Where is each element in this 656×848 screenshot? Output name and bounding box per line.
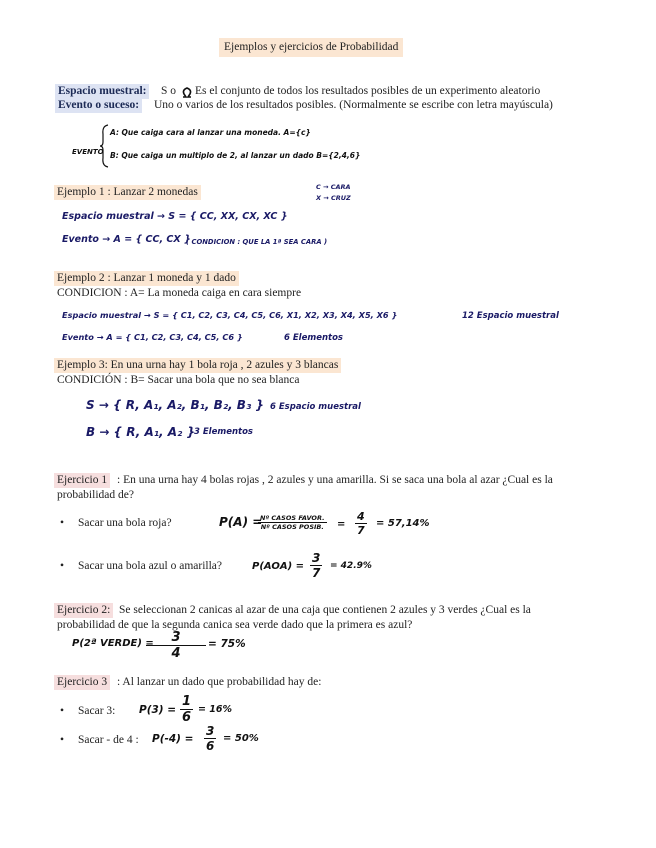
sample-space-definition: Es el conjunto de todos los resultados posibles de un experimento aleatorio [195,85,541,97]
ejercicio2-header: Ejercicio 2: [54,603,113,618]
ejercicio3-item2-fraction [204,724,216,753]
ejemplo3-event-note: 3 Elementos [194,427,253,437]
bullet: • [60,517,65,529]
fraction-denominator: 4 [171,646,181,661]
ejercicio1-item2-fraction [310,551,322,580]
ejercicio3-header: Ejercicio 3 [54,675,110,690]
ejercicio2-result: = 75% [208,638,246,650]
ejercicio3-item1-result: = 16% [198,704,233,715]
fraction-denominator: 6 [182,710,192,725]
fraction-denominator: 6 [206,739,215,753]
bullet: • [60,734,65,746]
ejemplo3-event: B → { R, A₁, A₂ } [86,425,196,439]
ejemplo1-header: Ejemplo 1 : Lanzar 2 monedas [54,185,201,200]
ejercicio3-item2-lhs: P(-4) = [152,733,194,745]
bullet: • [60,560,65,572]
ejercicio1-item1: Sacar una bola roja? [78,517,172,529]
fraction-numerator: 3 [206,724,215,738]
ejercicio2-text-line1: Se seleccionan 2 canicas al azar de una caja que contienen 2 azules y 3 verdes ¿Cual es la [119,604,531,616]
ejemplo1-space: Espacio muestral → S = { CC, XX, CX, XC } [62,211,288,222]
ejercicio1-item1-lhs: P(A) = [219,515,263,529]
fraction-numerator: 4 [357,510,365,523]
page-title: Ejemplos y ejercicios de Probabilidad [219,38,403,57]
ejercicio1-text-line1: : En una urna hay 4 bolas rojas , 2 azules y una amarilla. Si se saca una bola al azar ¿Cual es la [117,474,553,486]
fraction-numerator: 3 [312,551,321,565]
fraction-numerator: 1 [182,694,192,709]
ejemplo1-legend-cruz: X → CRUZ [316,194,351,202]
ejemplo2-event-note: 6 Elementos [284,333,343,343]
ejercicio3-item1-lhs: P(3) = [139,704,177,716]
ejemplo1-legend-cara: C → CARA [316,183,351,191]
ejemplo2-condition: CONDICION : A= La moneda caiga en cara siempre [57,287,302,299]
event-note-brace [99,124,109,173]
ejemplo2-event: Evento → A = { C1, C2, C3, C4, C5, C6 } [62,332,243,342]
event-note-word: EVENTO [72,148,104,156]
ejemplo3-space-note: 6 Espacio muestral [270,402,361,412]
event-note-b: B: Que caiga un multiplo de 2, al lanzar un dado B={2,4,6} [110,151,361,160]
ejercicio2-text-line2: probabilidad de que la segunda canica sea verde dado que la primera es azul? [57,619,413,631]
ejercicio1-header: Ejercicio 1 [54,473,110,488]
ejercicio1-item2-result: = 42.9% [330,561,372,571]
fraction-numerator: 3 [146,630,206,646]
ejercicio2-fraction [146,630,206,661]
ejemplo3-header: Ejemplo 3: En una urna hay 1 bola roja , 2 azules y 3 blancas [54,358,341,373]
ejemplo2-space: Espacio muestral → S = { C1, C2, C3, C4, C5, C6, X1, X2, X3, X4, X5, X6 } [62,310,398,320]
ejemplo1-event: Evento → A = { CC, CX } [62,234,191,245]
ejemplo3-condition: CONDICIÓN : B= Sacar una bola que no sea blanca [57,374,300,386]
ejercicio3-item1: Sacar 3: [78,705,116,717]
fraction-denominator: 7 [357,524,365,537]
ejercicio3-text: : Al lanzar un dado que probabilidad hay de: [117,676,322,688]
ejercicio1-item2-lhs: P(AOA) = [252,561,305,572]
ejercicio3-item1-fraction [180,694,193,725]
fraction-denominator: 7 [312,566,321,580]
ejercicio1-item1-result: = 57,14% [376,518,430,529]
ejemplo3-space: S → { R, A₁, A₂, B₁, B₂, B₃ } [86,398,264,412]
ejemplo2-space-note: 12 Espacio muestral [462,311,559,321]
ejercicio1-text-line2: probabilidad de? [57,489,134,501]
sample-space-label: Espacio muestral: [55,84,149,99]
ejercicio1-item1-fraction-text [258,514,327,531]
event-definition: Uno o varios de los resultados posibles. (Normalmente se escribe con letra mayúscula) [154,99,553,111]
bullet: • [60,705,65,717]
ejercicio1-item1-fraction [355,510,367,537]
sample-space-symbol: S o [161,85,177,97]
fraction-numerator: Nº CASOS FAVOR. [260,514,325,522]
ejercicio3-item2: Sacar - de 4 : [78,734,139,746]
event-label: Evento o suceso: [55,98,142,113]
fraction-denominator: Nº CASOS POSIB. [260,523,324,531]
ejercicio2-lhs: P(2ª VERDE) = [72,638,154,649]
ejercicio3-item2-result: = 50% [223,733,259,744]
event-note-a: A: Que caiga cara al lanzar una moneda. A={c} [110,128,311,137]
ejemplo1-event-note: ( CONDICION : QUE LA 1ª SEA CARA ) [186,238,328,246]
ejemplo2-header: Ejemplo 2 : Lanzar 1 moneda y 1 dado [54,271,239,286]
ejercicio1-item2: Sacar una bola azul o amarilla? [78,560,222,572]
ejercicio1-item1-equals: = [337,519,346,530]
